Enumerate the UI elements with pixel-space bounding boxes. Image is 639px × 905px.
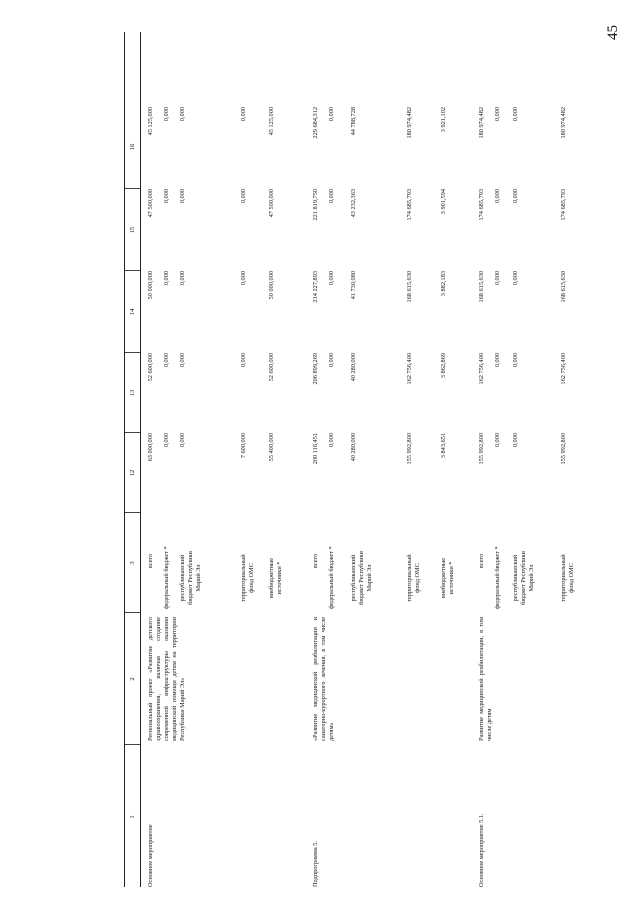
value-cell: 162 756,400 bbox=[560, 353, 567, 385]
value-cell: 0,000 bbox=[163, 353, 170, 368]
value-cell: 168 615,630 bbox=[560, 271, 567, 303]
value-cell: 40 280,000 bbox=[350, 433, 357, 462]
value-cell: 0,000 bbox=[328, 107, 335, 122]
value-cell: 3 862,869 bbox=[440, 353, 447, 379]
value-cell: 180 974,482 bbox=[406, 107, 413, 139]
value-cell: 52 600,000 bbox=[268, 353, 275, 382]
value-cell: 229 684,312 bbox=[312, 107, 319, 139]
col-header-2: 2 bbox=[129, 677, 136, 681]
source-label: внебюджетные источники * bbox=[268, 557, 284, 599]
value-cell: 45 125,000 bbox=[268, 107, 275, 136]
value-cell: 0,000 bbox=[328, 271, 335, 286]
value-cell: 0,000 bbox=[328, 189, 335, 204]
value-cell: 0,000 bbox=[240, 353, 247, 368]
value-cell: 0,000 bbox=[179, 271, 186, 286]
row-type: Подпрограмма 5. bbox=[312, 841, 319, 887]
page-number: 45 bbox=[605, 25, 621, 40]
source-label: республиканский бюджет Республики Марий Эл bbox=[350, 551, 374, 605]
value-cell: 0,000 bbox=[494, 271, 501, 286]
value-cell: 168 615,630 bbox=[478, 271, 485, 303]
value-cell: 3 901,594 bbox=[440, 189, 447, 215]
source-label: территориальный фонд ОМС bbox=[406, 554, 422, 602]
value-cell: 50 000,000 bbox=[147, 271, 154, 300]
value-cell: 7 600,000 bbox=[240, 433, 247, 459]
source-label: всего bbox=[147, 553, 154, 569]
value-cell: 0,000 bbox=[512, 107, 519, 122]
value-cell: 155 992,800 bbox=[406, 433, 413, 465]
value-cell: 0,000 bbox=[512, 353, 519, 368]
table-top-border bbox=[124, 32, 125, 887]
col-header-15: 15 bbox=[129, 226, 136, 234]
value-cell: 155 992,800 bbox=[560, 433, 567, 465]
value-cell: 0,000 bbox=[494, 189, 501, 204]
source-label: республиканский бюджет Республики Марий Эл bbox=[512, 551, 536, 605]
value-cell: 162 756,400 bbox=[478, 353, 485, 385]
value-cell: 168 615,630 bbox=[406, 271, 413, 303]
value-cell: 0,000 bbox=[179, 353, 186, 368]
source-label: всего bbox=[478, 553, 485, 569]
rotated-table-region bbox=[128, 32, 624, 887]
col-header-12: 12 bbox=[129, 469, 136, 477]
value-cell: 0,000 bbox=[179, 107, 186, 122]
value-cell: 200 116,451 bbox=[312, 433, 319, 465]
value-cell: 0,000 bbox=[512, 189, 519, 204]
row-description: «Развитие медицинской реабилитации и санаторно-курортного лечения, в том числе детям» bbox=[312, 617, 336, 741]
col-header-14: 14 bbox=[129, 308, 136, 316]
col-header-16: 16 bbox=[129, 143, 136, 151]
value-cell: 0,000 bbox=[163, 189, 170, 204]
value-cell: 180 974,482 bbox=[560, 107, 567, 139]
value-cell: 174 685,793 bbox=[478, 189, 485, 221]
source-label: федеральный бюджет * bbox=[494, 546, 501, 609]
value-cell: 155 992,800 bbox=[478, 433, 485, 465]
value-cell: 50 000,000 bbox=[268, 271, 275, 300]
value-cell: 40 280,000 bbox=[350, 353, 357, 382]
value-cell: 0,000 bbox=[494, 107, 501, 122]
value-cell: 206 899,269 bbox=[312, 353, 319, 385]
header-bottom-border bbox=[140, 32, 141, 887]
value-cell: 0,000 bbox=[328, 353, 335, 368]
source-label: федеральный бюджет * bbox=[163, 546, 170, 609]
col-header-13: 13 bbox=[129, 389, 136, 397]
value-cell: 0,000 bbox=[163, 107, 170, 122]
row-type: Основное мероприятие 5.1. bbox=[478, 813, 485, 887]
source-label: федеральный бюджет * bbox=[328, 546, 335, 609]
row-description: Региональный проект «Развитие детского здравоохранения, включая создание современной инфраструктуры оказания медицинской помощи детям на территории Республики Марий Эл» bbox=[147, 617, 187, 741]
value-cell: 0,000 bbox=[512, 433, 519, 448]
source-label: всего bbox=[312, 553, 319, 569]
value-cell: 0,000 bbox=[240, 189, 247, 204]
source-label: территориальный фонд ОМС bbox=[240, 554, 256, 602]
row-description: Развитие медицинской реабилитации, в том числе детям bbox=[478, 617, 494, 741]
value-cell: 162 756,400 bbox=[406, 353, 413, 385]
value-cell: 47 500,000 bbox=[147, 189, 154, 218]
col-header-1: 1 bbox=[129, 815, 136, 819]
value-cell: 63 000,000 bbox=[147, 433, 154, 462]
value-cell: 0,000 bbox=[328, 433, 335, 448]
value-cell: 47 500,000 bbox=[268, 189, 275, 218]
value-cell: 221 819,750 bbox=[312, 189, 319, 221]
value-cell: 0,000 bbox=[179, 189, 186, 204]
value-cell: 0,000 bbox=[512, 271, 519, 286]
budget-table bbox=[128, 32, 624, 887]
row-type: Основное мероприятие bbox=[147, 824, 154, 887]
value-cell: 0,000 bbox=[240, 271, 247, 286]
value-cell: 43 232,363 bbox=[350, 189, 357, 218]
value-cell: 41 730,080 bbox=[350, 271, 357, 300]
source-label: внебюджетные источники * bbox=[440, 557, 456, 599]
col-header-3: 3 bbox=[129, 561, 136, 565]
value-cell: 174 685,793 bbox=[560, 189, 567, 221]
value-cell: 0,000 bbox=[163, 271, 170, 286]
value-cell: 214 227,893 bbox=[312, 271, 319, 303]
value-cell: 3 843,651 bbox=[440, 433, 447, 459]
value-cell: 0,000 bbox=[163, 433, 170, 448]
source-label: республиканский бюджет Республики Марий Эл bbox=[179, 551, 203, 605]
value-cell: 174 685,793 bbox=[406, 189, 413, 221]
value-cell: 180 974,482 bbox=[478, 107, 485, 139]
value-cell: 52 600,000 bbox=[147, 353, 154, 382]
value-cell: 3 921,102 bbox=[440, 107, 447, 133]
value-cell: 45 125,000 bbox=[147, 107, 154, 136]
value-cell: 0,000 bbox=[494, 433, 501, 448]
source-label: территориальный фонд ОМС bbox=[560, 554, 576, 602]
value-cell: 44 788,728 bbox=[350, 107, 357, 136]
value-cell: 0,000 bbox=[240, 107, 247, 122]
value-cell: 55 400,000 bbox=[268, 433, 275, 462]
value-cell: 3 882,183 bbox=[440, 271, 447, 297]
value-cell: 0,000 bbox=[179, 433, 186, 448]
value-cell: 0,000 bbox=[494, 353, 501, 368]
